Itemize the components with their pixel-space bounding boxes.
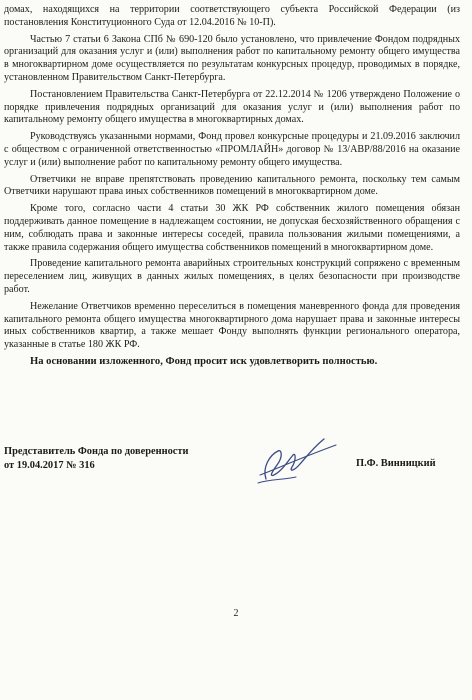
paragraph-7: Проведение капитального ремонта аварийных строительных конструкций сопряжено с временным переселением лиц, живущих в данных жилых помещениях, в целях безопасности при производстве работ. <box>4 258 460 295</box>
paragraph-5: Ответчики не вправе препятствовать проведению капитального ремонта, поскольку тем самым Ответчики нарушают права иных собственников помещений в многоквартирном доме. <box>4 173 460 198</box>
signature-block <box>4 445 460 505</box>
document-body <box>4 4 460 369</box>
paragraph-3: Постановлением Правительства Санкт-Петербурга от 22.12.2014 № 1206 утверждено Положение о порядке привлечения подрядных организаций для оказания услуг и (или) выполнения работ по капитальному ремонту общего имущества в многоквартирных домах. <box>4 88 460 126</box>
paragraph-4: Руководствуясь указанными нормами, Фонд провел конкурсные процедуры и 21.09.2016 заключил с обществом с ограниченной ответственностью «ПРОМЛАЙН» договор № 13/АВР/88/2016 на оказание услуг и (или) выполнение работ по капитальному ремонту общего имущества. <box>4 131 460 168</box>
paragraph-2: Частью 7 статьи 6 Закона СПб № 690-120 было установлено, что привлечение Фондом подрядных организаций для оказания услуг и (или) выполнения работ по капитальному ремонту общего имущества в многоквартирном доме осуществляется по результатам конкурсных процедур, проводимых в порядке, установленном Правительством Санкт-Петербурга. <box>4 33 460 83</box>
paragraph-1: домах, находящихся на территории соответствующего субъекта Российской Федерации (из постановления Конституционного Суда от 12.04.2016 № 10-П). <box>4 4 460 28</box>
page-number: 2 <box>233 608 239 619</box>
paragraph-6: Кроме того, согласно части 4 статьи 30 ЖК РФ собственник жилого помещения обязан поддерживать данное помещение в надлежащем состоянии, не допуская бесхозяйственного обращения с ним, соблюдать права и законные интересы соседей, правила пользования жилыми помещениями, а также правила содержания общего имущества собственников помещений в многоквартирном доме. <box>4 203 460 253</box>
signer-title-line2: от 19.04.2017 № 316 <box>4 460 95 471</box>
signer-title-line1: Представитель Фонда по доверенности <box>4 446 189 457</box>
paragraph-8: Нежелание Ответчиков временно переселиться в помещения маневренного фонда для проведения капитального ремонта общего имущества многоквартирного дома нарушает права и законные интересы иных собственников квартир, а также мешает Фонду выполнять функции регионального оператора, указанные в статье 180 ЖК РФ. <box>4 300 460 351</box>
conclusion-text: На основании изложенного, Фонд просит иск удовлетворить полностью. <box>30 355 378 367</box>
signer-name: П.Ф. Винницкий <box>356 458 436 469</box>
signer-title <box>4 445 188 473</box>
handwritten-signature <box>252 433 342 489</box>
